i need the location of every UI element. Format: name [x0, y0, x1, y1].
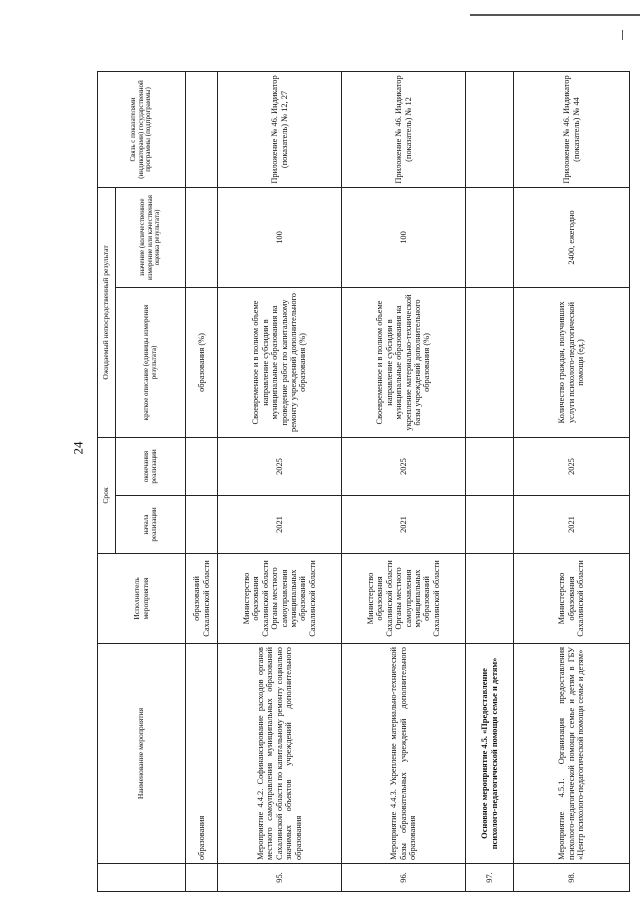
row-value: 100	[218, 187, 342, 287]
row-desc: образования (%)	[186, 287, 218, 437]
row-desc: Количество граждан, получивших услуги психолого-педагогической помощи (ед.)	[514, 287, 630, 437]
row-end	[466, 437, 514, 495]
row-link: Приложение № 46. Индикатор (показатель) № 44	[514, 71, 630, 187]
row-executor	[466, 554, 514, 644]
row-link: Приложение № 46. Индикатор (показатель) № 12	[342, 71, 466, 187]
row-name: Основное мероприятие 4.5. «Предоставление психолого-педагогической помощи семье и детям»	[466, 644, 514, 864]
row-link	[186, 71, 218, 187]
row-desc: Своевременное и в полном объеме направление субсидии в муниципальные образования на проведение работ по капитальному ремонту учреждений дополнительного образования (%)	[218, 287, 342, 437]
header-short-desc: краткое описание (единицы измерения результата)	[116, 287, 186, 437]
header-term: Срок	[98, 437, 116, 553]
header-term-end: окончания реализации	[116, 437, 186, 495]
table-row	[218, 71, 342, 891]
row-executor: Министерство образования Сахалинской области Органы местного самоуправления муниципальных образований Сахалинской области	[218, 554, 342, 644]
row-value: 100	[342, 187, 466, 287]
row-value: 2400, ежегодно	[514, 187, 630, 287]
page-number: 24	[70, 441, 86, 455]
row-executor: Министерство образования Сахалинской области	[514, 554, 630, 644]
row-desc	[466, 287, 514, 437]
rotated-table-container	[97, 72, 629, 892]
row-name: образования	[186, 644, 218, 864]
row-name: Мероприятие 4.4.2. Софинансирование расходов органов местного самоуправления муниципальных образований Сахалинской области по капитальному ремонту социально значимых объектов учреждений дополнительного образования	[218, 644, 342, 864]
table-row	[466, 71, 514, 891]
row-number: 96.	[342, 864, 466, 892]
row-number	[186, 864, 218, 892]
table-row	[186, 71, 218, 891]
row-number: 95.	[218, 864, 342, 892]
row-name: Мероприятие 4.4.3. Укрепление материально-технической базы образовательных учреждений дополнительного образования	[342, 644, 466, 864]
row-end	[186, 437, 218, 495]
header-expected-result: Ожидаемый непосредственный результат	[98, 187, 116, 437]
table-row	[514, 71, 630, 891]
row-number: 97.	[466, 864, 514, 892]
row-executor: образований Сахалинской области	[186, 554, 218, 644]
row-start: 2021	[218, 496, 342, 554]
scan-edge-tick	[622, 30, 623, 40]
row-start	[186, 496, 218, 554]
row-desc: Своевременное и в полном объеме направление субсидии в муниципальные образования на укрепление материально-технической базы учреждений дополнительного образования (%)	[342, 287, 466, 437]
row-name: Мероприятие 4.5.1. Организация предоставления психолого-педагогической помощи семье и детям в ГБУ «Центр психолого-педагогической помощи семье и детям»	[514, 644, 630, 864]
row-start: 2021	[514, 496, 630, 554]
scan-edge-line	[470, 14, 640, 16]
row-end: 2025	[218, 437, 342, 495]
row-value	[466, 187, 514, 287]
row-end: 2025	[342, 437, 466, 495]
header-name: Наименование мероприятия	[98, 644, 186, 864]
row-executor: Министерство образования Сахалинской области Органы местного самоуправления муниципальных образований Сахалинской области	[342, 554, 466, 644]
row-link: Приложение № 46. Индикатор (показатель) № 12, 27	[218, 71, 342, 187]
row-link	[466, 71, 514, 187]
table-row	[342, 71, 466, 891]
row-end: 2025	[514, 437, 630, 495]
row-start: 2021	[342, 496, 466, 554]
header-value: значение (количественное измерение или качественная оценка результата)	[116, 187, 186, 287]
header-term-start: начала реализации	[116, 496, 186, 554]
row-start	[466, 496, 514, 554]
row-value	[186, 187, 218, 287]
measures-table	[97, 71, 630, 892]
header-number	[98, 864, 186, 892]
row-number: 98.	[514, 864, 630, 892]
header-executor: Исполнитель мероприятия	[98, 554, 186, 644]
header-link: Связь с показателями (индикаторами) государственной программы (подпрограммы)	[98, 71, 186, 187]
